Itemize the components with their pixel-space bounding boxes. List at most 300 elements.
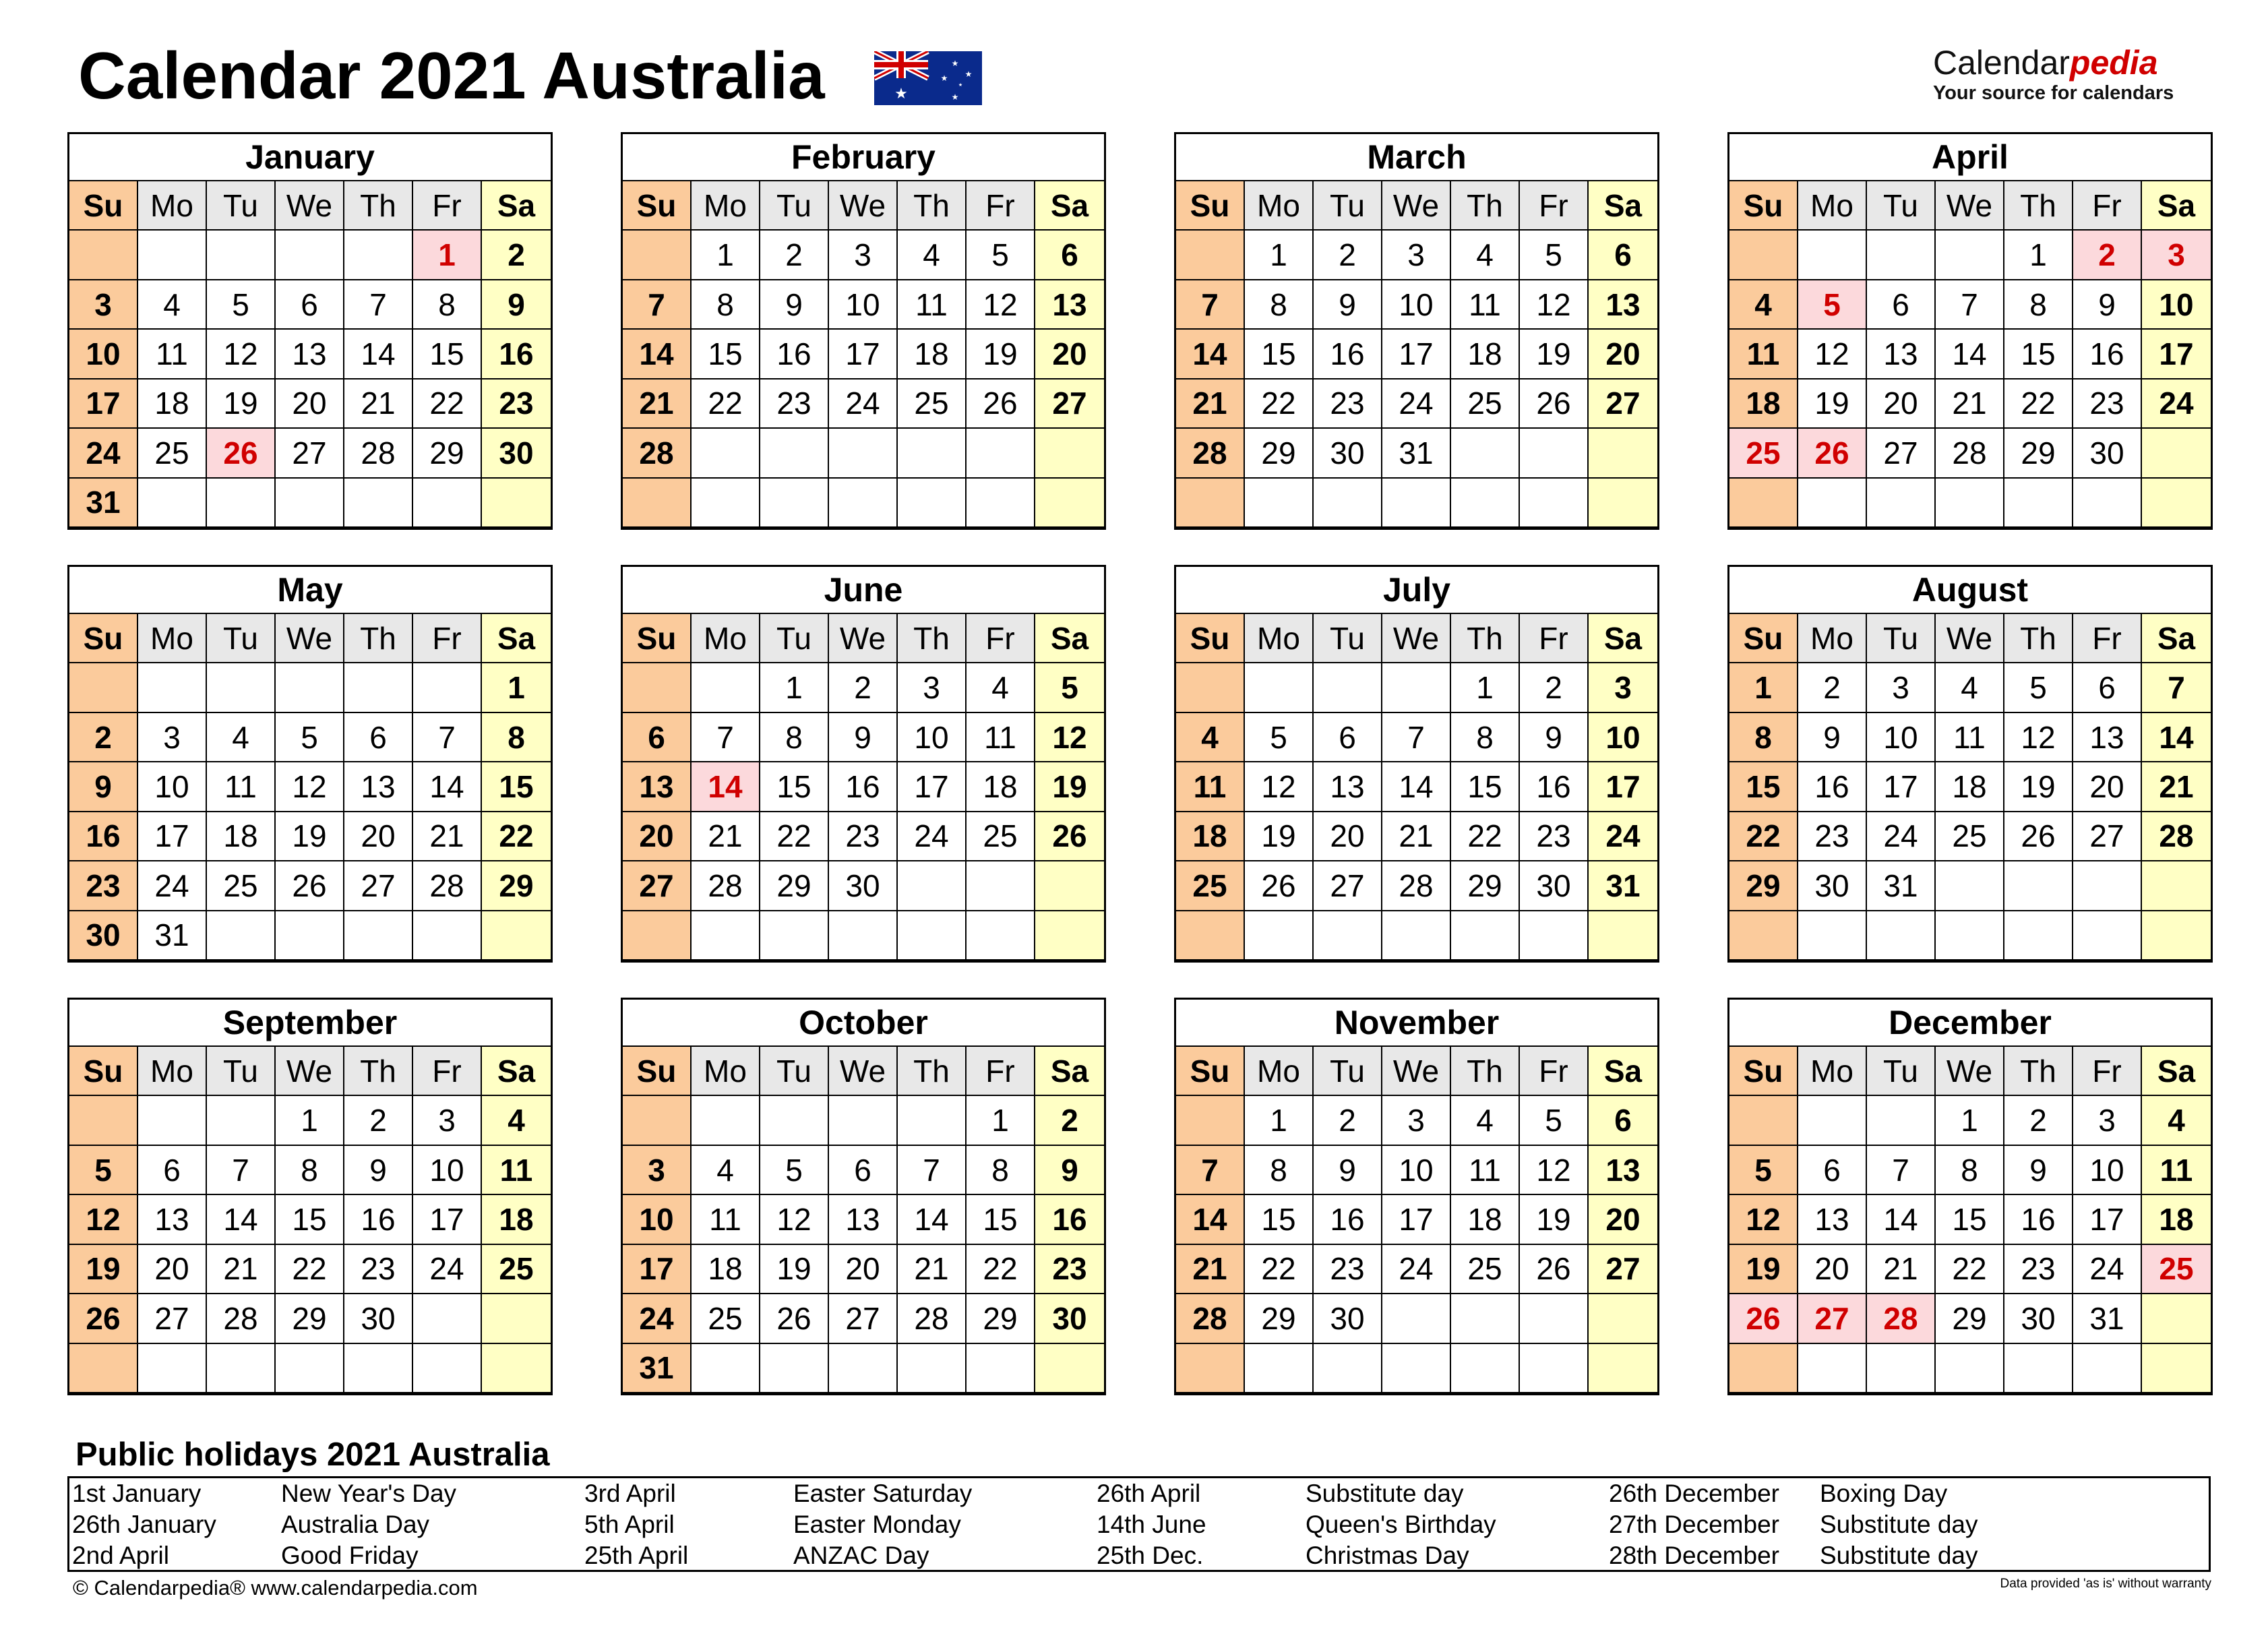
- day-cell: 2: [1314, 1096, 1382, 1145]
- empty-day-cell: [2142, 479, 2211, 528]
- day-cell: 10: [69, 330, 138, 379]
- day-cell: 2: [2004, 1096, 2073, 1145]
- day-cell: 25: [1451, 1245, 1520, 1294]
- day-cell: 8: [1245, 1146, 1314, 1195]
- day-cell: 4: [1451, 1096, 1520, 1145]
- day-cell: 3: [1382, 1096, 1451, 1145]
- day-cell: 29: [482, 861, 551, 911]
- empty-day-cell: [1936, 861, 2004, 911]
- day-cell: 17: [623, 1245, 692, 1294]
- empty-day-cell: [623, 663, 692, 712]
- weekday-header: Th: [1451, 1047, 1520, 1096]
- empty-day-cell: [623, 231, 692, 280]
- day-cell: 18: [2142, 1195, 2211, 1244]
- day-cell: 21: [623, 379, 692, 429]
- weekday-header: Mo: [692, 614, 760, 663]
- day-cell: 14: [2142, 713, 2211, 762]
- weekday-header: Tu: [1314, 1047, 1382, 1096]
- empty-day-cell: [2073, 479, 2142, 528]
- day-cell: 25: [1936, 812, 2004, 861]
- weekday-header: Th: [2004, 181, 2073, 231]
- weekday-header: Tu: [760, 1047, 829, 1096]
- empty-day-cell: [1520, 479, 1589, 528]
- day-cell: 10: [1382, 280, 1451, 330]
- day-cell: 30: [1520, 861, 1589, 911]
- empty-day-cell: [1176, 231, 1245, 280]
- empty-day-cell: [482, 1294, 551, 1343]
- day-cell: 18: [1936, 762, 2004, 812]
- weekday-header: Sa: [482, 614, 551, 663]
- day-cell: 15: [2004, 330, 2073, 379]
- empty-day-cell: [1867, 231, 1936, 280]
- day-cell: 21: [1176, 1245, 1245, 1294]
- day-cell: 28: [1936, 429, 2004, 478]
- empty-day-cell: [1867, 1344, 1936, 1393]
- day-cell: 1: [2004, 231, 2073, 280]
- day-cell: 23: [1035, 1245, 1104, 1294]
- day-cell: 15: [1245, 330, 1314, 379]
- day-cell: 5: [967, 231, 1035, 280]
- month-march: [1174, 132, 1659, 530]
- day-cell: 24: [69, 429, 138, 478]
- day-cell: 16: [1314, 330, 1382, 379]
- empty-day-cell: [898, 1096, 967, 1145]
- day-cell: 4: [898, 231, 967, 280]
- day-cell: 3: [2073, 1096, 2142, 1145]
- day-cell: 22: [413, 379, 482, 429]
- day-cell: 13: [276, 330, 344, 379]
- day-cell: 27: [1035, 379, 1104, 429]
- empty-day-cell: [1798, 911, 1867, 961]
- empty-day-cell: [2142, 861, 2211, 911]
- holiday-name: Easter Monday: [793, 1511, 961, 1538]
- day-cell: 2: [760, 231, 829, 280]
- weekday-header: Tu: [207, 1047, 276, 1096]
- day-cell: 25: [692, 1294, 760, 1343]
- day-cell: 7: [623, 280, 692, 330]
- day-cell: 29: [276, 1294, 344, 1343]
- month-name: November: [1176, 1000, 1657, 1047]
- empty-day-cell: [1520, 1294, 1589, 1343]
- day-cell: 6: [2073, 663, 2142, 712]
- day-cell: 18: [1451, 1195, 1520, 1244]
- month-name: January: [69, 134, 551, 181]
- day-cell: 24: [829, 379, 898, 429]
- weekday-header: Su: [1176, 1047, 1245, 1096]
- day-cell: 8: [760, 713, 829, 762]
- empty-day-cell: [207, 1344, 276, 1393]
- day-cell: 13: [1798, 1195, 1867, 1244]
- day-cell: 30: [2073, 429, 2142, 478]
- day-cell: 24: [2073, 1245, 2142, 1294]
- day-cell: 17: [138, 812, 207, 861]
- empty-day-cell: [760, 1344, 829, 1393]
- day-cell: 2: [482, 231, 551, 280]
- day-cell: 21: [1867, 1245, 1936, 1294]
- empty-day-cell: [69, 1096, 138, 1145]
- empty-day-cell: [138, 479, 207, 528]
- empty-day-cell: [138, 663, 207, 712]
- weekday-header: Su: [1729, 1047, 1798, 1096]
- day-cell: 10: [1589, 713, 1657, 762]
- day-cell: 6: [1589, 231, 1657, 280]
- empty-day-cell: [1382, 479, 1451, 528]
- empty-day-cell: [1729, 1344, 1798, 1393]
- weekday-header: We: [1382, 614, 1451, 663]
- empty-day-cell: [967, 911, 1035, 961]
- day-cell: 10: [2073, 1146, 2142, 1195]
- day-cell: 2: [344, 1096, 413, 1145]
- empty-day-cell: [829, 1344, 898, 1393]
- day-cell: 2: [69, 713, 138, 762]
- day-cell: 14: [692, 762, 760, 812]
- svg-text:★: ★: [951, 92, 959, 102]
- empty-day-cell: [1035, 429, 1104, 478]
- day-cell: 28: [623, 429, 692, 478]
- month-name: October: [623, 1000, 1104, 1047]
- weekday-header: Mo: [692, 181, 760, 231]
- day-cell: 2: [1520, 663, 1589, 712]
- day-cell: 21: [207, 1245, 276, 1294]
- day-cell: 13: [2073, 713, 2142, 762]
- weekday-header: Fr: [413, 181, 482, 231]
- day-cell: 11: [482, 1146, 551, 1195]
- empty-day-cell: [1798, 231, 1867, 280]
- day-cell: 27: [2073, 812, 2142, 861]
- day-cell: 14: [898, 1195, 967, 1244]
- weekday-header: Sa: [2142, 1047, 2211, 1096]
- day-cell: 23: [829, 812, 898, 861]
- day-cell: 12: [1798, 330, 1867, 379]
- day-cell: 21: [2142, 762, 2211, 812]
- weekday-header: Fr: [1520, 181, 1589, 231]
- day-cell: 5: [1798, 280, 1867, 330]
- day-cell: 16: [1035, 1195, 1104, 1244]
- day-cell: 14: [1936, 330, 2004, 379]
- weekday-header: We: [1382, 1047, 1451, 1096]
- day-cell: 10: [2142, 280, 2211, 330]
- weekday-header: Th: [2004, 1047, 2073, 1096]
- day-cell: 25: [1176, 861, 1245, 911]
- day-cell: 9: [2073, 280, 2142, 330]
- day-cell: 8: [1936, 1146, 2004, 1195]
- empty-day-cell: [1589, 479, 1657, 528]
- day-cell: 26: [1035, 812, 1104, 861]
- weekday-header: We: [1936, 614, 2004, 663]
- empty-day-cell: [207, 1096, 276, 1145]
- weekday-header: Fr: [1520, 1047, 1589, 1096]
- empty-day-cell: [967, 429, 1035, 478]
- day-cell: 23: [344, 1245, 413, 1294]
- day-cell: 22: [1729, 812, 1798, 861]
- day-cell: 18: [898, 330, 967, 379]
- day-cell: 14: [207, 1195, 276, 1244]
- day-cell: 2: [1035, 1096, 1104, 1145]
- empty-day-cell: [967, 479, 1035, 528]
- day-cell: 1: [1451, 663, 1520, 712]
- empty-day-cell: [829, 479, 898, 528]
- day-cell: 16: [344, 1195, 413, 1244]
- empty-day-cell: [1245, 479, 1314, 528]
- day-cell: 1: [1729, 663, 1798, 712]
- weekday-header: Sa: [1035, 614, 1104, 663]
- day-cell: 19: [69, 1245, 138, 1294]
- svg-text:★: ★: [964, 69, 973, 79]
- weekday-header: Fr: [2073, 614, 2142, 663]
- day-cell: 12: [1520, 1146, 1589, 1195]
- day-cell: 19: [967, 330, 1035, 379]
- empty-day-cell: [898, 1344, 967, 1393]
- day-cell: 17: [1382, 330, 1451, 379]
- day-cell: 7: [207, 1146, 276, 1195]
- day-cell: 21: [344, 379, 413, 429]
- day-cell: 17: [898, 762, 967, 812]
- empty-day-cell: [2004, 1344, 2073, 1393]
- day-cell: 2: [2073, 231, 2142, 280]
- day-cell: 1: [1245, 1096, 1314, 1145]
- day-cell: 19: [207, 379, 276, 429]
- empty-day-cell: [623, 911, 692, 961]
- day-cell: 31: [69, 479, 138, 528]
- day-cell: 1: [1936, 1096, 2004, 1145]
- day-cell: 8: [2004, 280, 2073, 330]
- empty-day-cell: [760, 479, 829, 528]
- weekday-header: Tu: [760, 181, 829, 231]
- day-cell: 11: [138, 330, 207, 379]
- empty-day-cell: [207, 479, 276, 528]
- weekday-header: Su: [1729, 181, 1798, 231]
- weekday-header: Mo: [1245, 181, 1314, 231]
- day-cell: 12: [2004, 713, 2073, 762]
- day-cell: 19: [760, 1245, 829, 1294]
- day-cell: 19: [1729, 1245, 1798, 1294]
- day-cell: 26: [1520, 1245, 1589, 1294]
- day-cell: 31: [623, 1344, 692, 1393]
- day-cell: 16: [1314, 1195, 1382, 1244]
- empty-day-cell: [1867, 479, 1936, 528]
- empty-day-cell: [1382, 911, 1451, 961]
- day-cell: 28: [1867, 1294, 1936, 1343]
- day-cell: 3: [138, 713, 207, 762]
- weekday-header: Mo: [138, 1047, 207, 1096]
- day-cell: 19: [276, 812, 344, 861]
- day-cell: 11: [1936, 713, 2004, 762]
- empty-day-cell: [967, 1344, 1035, 1393]
- day-cell: 29: [1936, 1294, 2004, 1343]
- day-cell: 3: [413, 1096, 482, 1145]
- empty-day-cell: [1451, 911, 1520, 961]
- empty-day-cell: [138, 231, 207, 280]
- day-cell: 3: [2142, 231, 2211, 280]
- empty-day-cell: [413, 911, 482, 961]
- day-cell: 7: [1867, 1146, 1936, 1195]
- day-cell: 20: [1867, 379, 1936, 429]
- day-cell: 13: [1867, 330, 1936, 379]
- empty-day-cell: [692, 429, 760, 478]
- empty-day-cell: [692, 479, 760, 528]
- day-cell: 4: [692, 1146, 760, 1195]
- day-cell: 5: [1729, 1146, 1798, 1195]
- day-cell: 12: [207, 330, 276, 379]
- day-cell: 20: [1589, 1195, 1657, 1244]
- day-cell: 15: [760, 762, 829, 812]
- weekday-header: We: [1382, 181, 1451, 231]
- weekday-header: We: [1936, 1047, 2004, 1096]
- weekday-header: Fr: [413, 614, 482, 663]
- day-cell: 8: [1245, 280, 1314, 330]
- day-cell: 20: [623, 812, 692, 861]
- day-cell: 10: [138, 762, 207, 812]
- day-cell: 31: [138, 911, 207, 961]
- day-cell: 29: [760, 861, 829, 911]
- day-cell: 6: [138, 1146, 207, 1195]
- weekday-header: Th: [344, 181, 413, 231]
- empty-day-cell: [1589, 911, 1657, 961]
- day-cell: 27: [1589, 1245, 1657, 1294]
- svg-text:★: ★: [894, 85, 908, 102]
- empty-day-cell: [138, 1096, 207, 1145]
- day-cell: 4: [207, 713, 276, 762]
- month-february: [621, 132, 1106, 530]
- day-cell: 7: [692, 713, 760, 762]
- weekday-header: Mo: [1798, 614, 1867, 663]
- holiday-name: ANZAC Day: [793, 1542, 929, 1569]
- weekday-header: Th: [1451, 614, 1520, 663]
- weekday-header: Su: [1176, 181, 1245, 231]
- empty-day-cell: [1176, 663, 1245, 712]
- day-cell: 10: [1867, 713, 1936, 762]
- empty-day-cell: [2004, 911, 2073, 961]
- empty-day-cell: [1798, 479, 1867, 528]
- empty-day-cell: [413, 1294, 482, 1343]
- holiday-date: 25th Dec.: [1097, 1542, 1204, 1569]
- weekday-header: Th: [898, 614, 967, 663]
- weekday-header: Th: [344, 614, 413, 663]
- day-cell: 5: [1520, 231, 1589, 280]
- brand-name-prefix: Calendar: [1933, 44, 2070, 82]
- day-cell: 1: [692, 231, 760, 280]
- day-cell: 15: [1936, 1195, 2004, 1244]
- weekday-header: Fr: [2073, 1047, 2142, 1096]
- empty-day-cell: [2004, 861, 2073, 911]
- day-cell: 9: [829, 713, 898, 762]
- month-december: [1727, 998, 2213, 1395]
- weekday-header: Fr: [967, 614, 1035, 663]
- day-cell: 19: [1035, 762, 1104, 812]
- day-cell: 17: [413, 1195, 482, 1244]
- day-cell: 13: [1589, 1146, 1657, 1195]
- weekday-header: Sa: [1589, 614, 1657, 663]
- day-cell: 25: [1451, 379, 1520, 429]
- day-cell: 26: [2004, 812, 2073, 861]
- day-cell: 28: [1176, 1294, 1245, 1343]
- day-cell: 11: [2142, 1146, 2211, 1195]
- empty-day-cell: [276, 1344, 344, 1393]
- weekday-header: Tu: [1314, 181, 1382, 231]
- weekday-header: Su: [623, 1047, 692, 1096]
- empty-day-cell: [1936, 911, 2004, 961]
- empty-day-cell: [898, 861, 967, 911]
- day-cell: 22: [2004, 379, 2073, 429]
- weekday-header: Tu: [1867, 181, 1936, 231]
- day-cell: 26: [1245, 861, 1314, 911]
- day-cell: 3: [623, 1146, 692, 1195]
- day-cell: 8: [276, 1146, 344, 1195]
- day-cell: 22: [967, 1245, 1035, 1294]
- day-cell: 23: [2004, 1245, 2073, 1294]
- weekday-header: Sa: [2142, 614, 2211, 663]
- empty-day-cell: [1520, 911, 1589, 961]
- month-october: [621, 998, 1106, 1395]
- empty-day-cell: [276, 479, 344, 528]
- day-cell: 8: [692, 280, 760, 330]
- day-cell: 29: [967, 1294, 1035, 1343]
- day-cell: 7: [1176, 280, 1245, 330]
- day-cell: 23: [1520, 812, 1589, 861]
- day-cell: 23: [1798, 812, 1867, 861]
- day-cell: 12: [1729, 1195, 1798, 1244]
- holiday-name: Good Friday: [281, 1542, 419, 1569]
- empty-day-cell: [1936, 1344, 2004, 1393]
- day-cell: 13: [1589, 280, 1657, 330]
- day-cell: 24: [1382, 379, 1451, 429]
- day-cell: 17: [1867, 762, 1936, 812]
- empty-day-cell: [207, 231, 276, 280]
- day-cell: 17: [2142, 330, 2211, 379]
- empty-day-cell: [1314, 1344, 1382, 1393]
- weekday-header: Tu: [207, 181, 276, 231]
- weekday-header: Mo: [692, 1047, 760, 1096]
- empty-day-cell: [1936, 479, 2004, 528]
- empty-day-cell: [1729, 231, 1798, 280]
- day-cell: 7: [1176, 1146, 1245, 1195]
- empty-day-cell: [1035, 479, 1104, 528]
- day-cell: 18: [967, 762, 1035, 812]
- day-cell: 19: [1245, 812, 1314, 861]
- empty-day-cell: [2073, 1344, 2142, 1393]
- weekday-header: Fr: [967, 1047, 1035, 1096]
- day-cell: 18: [482, 1195, 551, 1244]
- month-name: September: [69, 1000, 551, 1047]
- day-cell: 21: [898, 1245, 967, 1294]
- day-cell: 30: [1798, 861, 1867, 911]
- day-cell: 3: [898, 663, 967, 712]
- weekday-header: We: [276, 614, 344, 663]
- day-cell: 27: [276, 429, 344, 478]
- day-cell: 16: [760, 330, 829, 379]
- day-cell: 24: [1867, 812, 1936, 861]
- weekday-header: Tu: [1314, 614, 1382, 663]
- month-name: April: [1729, 134, 2211, 181]
- empty-day-cell: [2142, 911, 2211, 961]
- empty-day-cell: [2073, 861, 2142, 911]
- day-cell: 14: [1382, 762, 1451, 812]
- empty-day-cell: [344, 911, 413, 961]
- day-cell: 18: [138, 379, 207, 429]
- empty-day-cell: [2073, 911, 2142, 961]
- empty-day-cell: [1589, 429, 1657, 478]
- day-cell: 6: [344, 713, 413, 762]
- day-cell: 31: [1589, 861, 1657, 911]
- day-cell: 14: [1176, 330, 1245, 379]
- empty-day-cell: [276, 911, 344, 961]
- day-cell: 1: [276, 1096, 344, 1145]
- empty-day-cell: [967, 861, 1035, 911]
- month-name: December: [1729, 1000, 2211, 1047]
- day-cell: 30: [482, 429, 551, 478]
- holiday-date: 1st January: [72, 1480, 202, 1507]
- day-cell: 10: [898, 713, 967, 762]
